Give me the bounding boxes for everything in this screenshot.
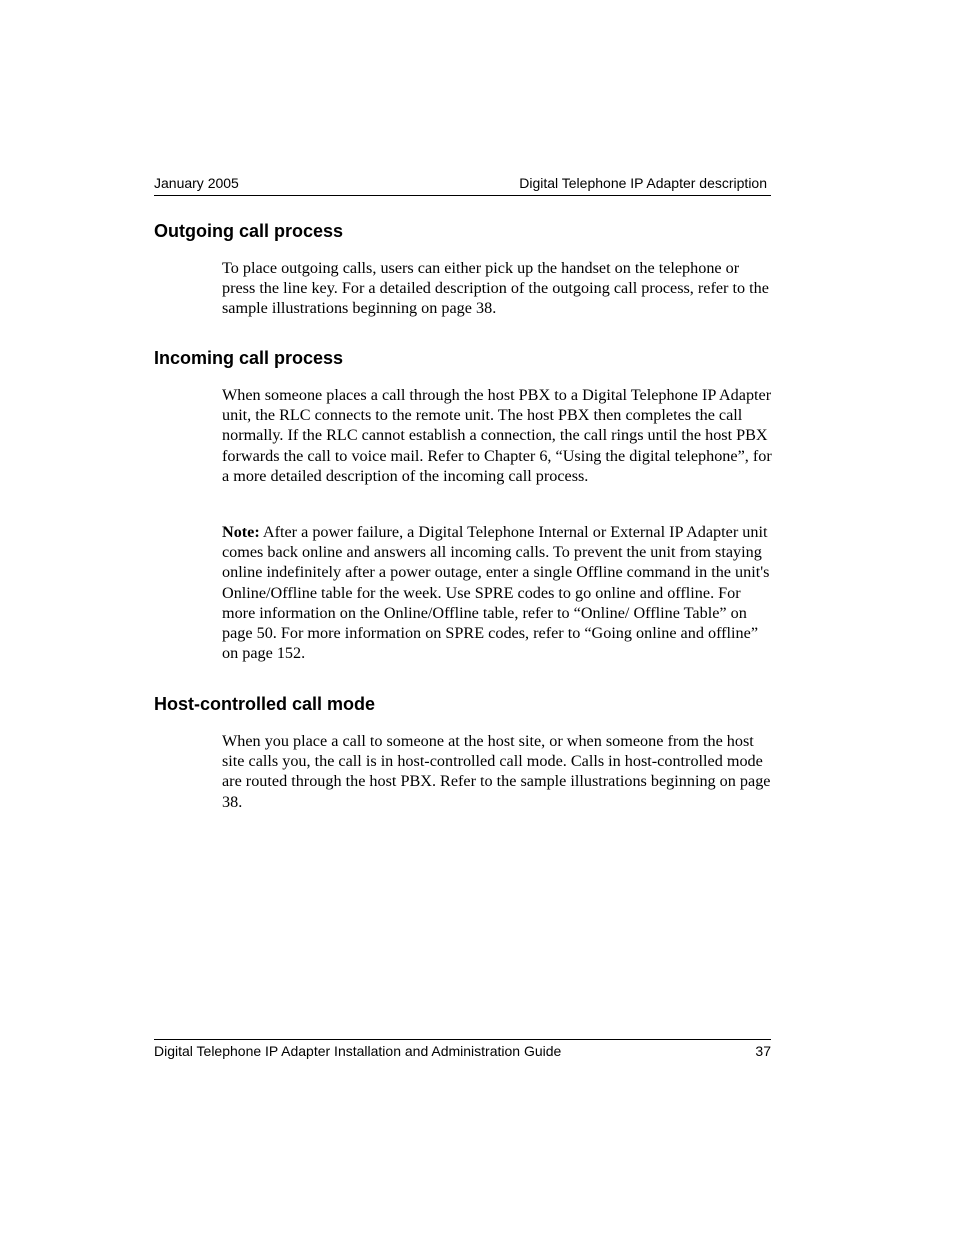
- footer-guide-title: Digital Telephone IP Adapter Installation and Administration Guide: [154, 1043, 562, 1059]
- note-text: After a power failure, a Digital Telephone Internal or External IP Adapter unit comes back online and answers all incoming calls. To prevent the unit from staying online indefinitely after a power outage, enter a single Offline command in the unit's Online/Offline table for the week. Use SPRE codes to go online and offline. For more information on the Online/Offline table, refer to “Online/ Offline Table” on page 50. For more information on SPRE codes, refer to “Going online and offline” on page 152.: [222, 523, 770, 663]
- header-chapter-title: Digital Telephone IP Adapter description: [519, 175, 767, 191]
- note-paragraph: [222, 522, 774, 663]
- section-heading-incoming-call-process: Incoming call process: [154, 348, 344, 368]
- paragraph-host-controlled-call-mode: When you place a call to someone at the host site, or when someone from the host site calls you, the call is in host-controlled call mode. Calls in host-controlled mode are routed through the host PBX. Refer to the sample illustrations beginning on page 38.: [222, 732, 771, 811]
- running-footer: [154, 1039, 771, 1062]
- page-number: 37: [755, 1043, 771, 1059]
- section-heading-host-controlled-call-mode: Host-controlled call mode: [154, 694, 376, 714]
- section-heading-outgoing-call-process: Outgoing call process: [154, 221, 344, 241]
- running-header: [154, 175, 771, 196]
- note-label: Note:: [222, 523, 260, 541]
- paragraph-incoming-call-process: When someone places a call through the host PBX to a Digital Telephone IP Adapter unit, the RLC connects to the remote unit. The host PBX then completes the call normally. If the RLC cannot establish a connection, the call rings until the host PBX forwards the call to voice mail. Refer to Chapter 6, “Using the digital telephone”, for a more detailed description of the incoming call process.: [222, 386, 772, 485]
- paragraph-outgoing-call-process: To place outgoing calls, users can either pick up the handset on the telephone or press the line key. For a detailed description of the outgoing call process, refer to the sample illustrations beginning on page 38.: [222, 259, 769, 318]
- header-date: January 2005: [154, 175, 239, 191]
